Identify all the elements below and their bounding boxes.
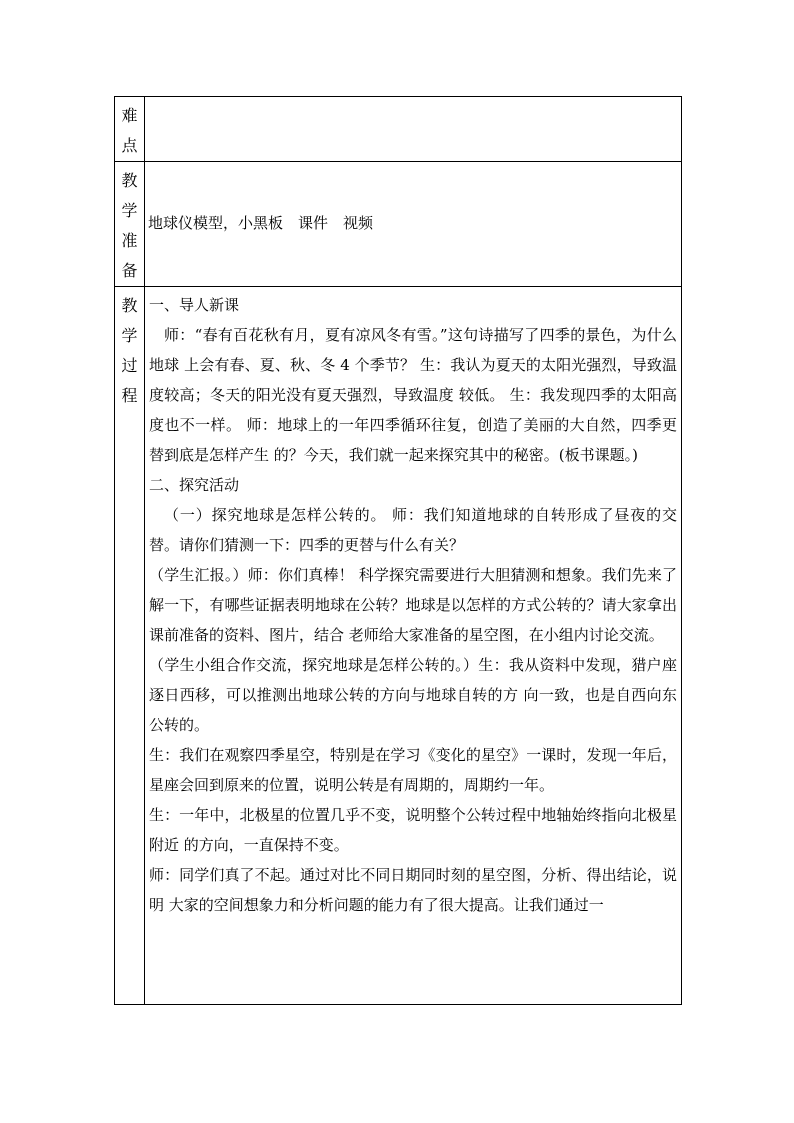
paragraph: 师：同学们真了不起。通过对比不同日期同时刻的星空图，分析、得出结论，说明 大家的空间想象力和分析问题的能力有了很大提高。让我们通过一 <box>149 866 677 914</box>
section-heading: 一、导人新课 <box>149 296 240 314</box>
paragraph: （学生小组合作交流，探究地球是怎样公转的。）生：我从资料中发现，猎户座逐日西移，可以推测出地球公转的方向与地球自转的方 向一致，也是自西向东公转的。 <box>149 656 677 734</box>
difficulty-label-cell <box>115 97 145 162</box>
preparation-content: 地球仪模型，小黑板 课件 视频 <box>145 162 682 287</box>
preparation-row <box>115 162 682 287</box>
paragraph: 生：我们在观察四季星空，特别是在学习《变化的星空》一课时，发现一年后，星座会回到原来的位置，说明公转是有周期的，周期约一年。 <box>149 746 677 794</box>
paragraph: （学生汇报。）师：你们真棒！ 科学探究需要进行大胆猜测和想象。我们先来了解一下，有哪些证据表明地球在公转？地球是以怎样的方式公转的？请大家拿出课前准备的资料、图片，结合 老师给大家准备的星空图，在小组内讨论交流。 <box>149 566 677 644</box>
difficulty-row <box>115 97 682 162</box>
preparation-label-cell <box>115 162 145 287</box>
preparation-label: 教 学 准 备 <box>121 171 138 280</box>
process-content <box>145 287 682 1005</box>
difficulty-content <box>145 97 682 162</box>
difficulty-label: 难 点 <box>121 106 138 155</box>
process-text <box>145 287 681 920</box>
lesson-plan-table <box>114 96 682 1005</box>
paragraph: （一）探究地球是怎样公转的。 师：我们知道地球的自转形成了昼夜的交替。请你们猜测一下：四季的更替与什么有关？ <box>149 506 677 554</box>
process-row <box>115 287 682 1005</box>
section-heading: 二、探究活动 <box>149 476 240 494</box>
paragraph: 生：一年中，北极星的位置几乎不变，说明整个公转过程中地轴始终指向北极星附近 的方向，一直保持不变。 <box>149 806 677 854</box>
process-label: 教 学 过 程 <box>121 296 138 405</box>
process-label-cell <box>115 287 145 1005</box>
paragraph: 师：“春有百花秋有月，夏有凉风冬有雪。”这句诗描写了四季的景色，为什么地球 上会有春、夏、秋、冬 4 个季节？ 生：我认为夏天的太阳光强烈，导致温度较高；冬天的阳光没有夏天强烈，导致温度 较低。 生：我发现四季的太阳高度也不一样。 师：地球上的一年四季循环往复，创造了美丽的大自然，四季更替到底是怎样产生 的？今天，我们就一起来探究其中的秘密。(板书课题。) <box>149 326 677 464</box>
